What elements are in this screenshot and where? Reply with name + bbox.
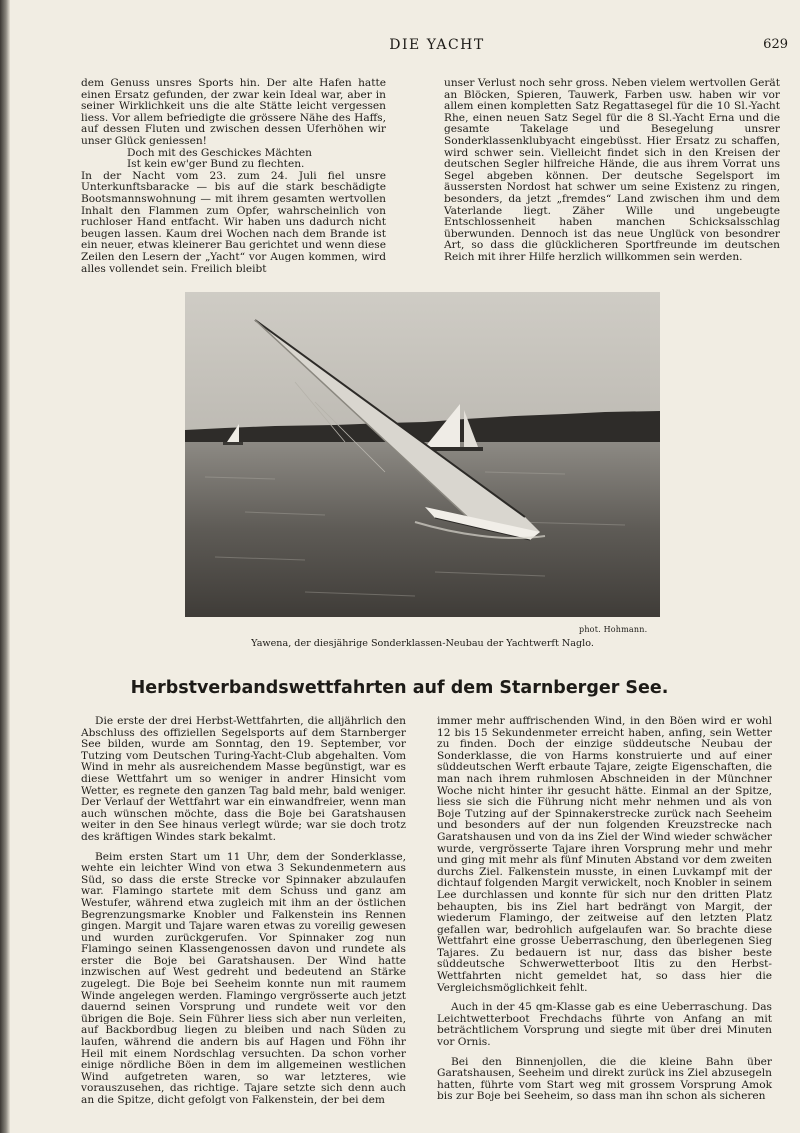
verse-line: Doch mit des Geschickes Mächten [127, 146, 312, 159]
paragraph: dem Genuss unsres Sports hin. Der alte Hafen hatte einen Ersatz gefunden, der zwar kein Ideal war, aber in seiner Wirklichkeit uns die alte Stätte leicht vergessen liess. Vor allem befriedigte die grössere Nähe des Haffs, auf dessen Fluten und zwischen dessen Uferhöhen wir unser Glück geniessen! [81, 77, 386, 147]
paragraph: Auch in der 45 qm-Klasse gab es eine Ueberraschung. Das Leichtwetterboot Frechdachs führte von Anfang an mit beträchtlichem Vorsprung und siegte mit über drei Minuten vor Ornis. [437, 1001, 772, 1049]
article-title: Herbstverbandswettfahrten auf dem Starnberger See. [130, 678, 669, 698]
paragraph: Die erste der drei Herbst-Wettfahrten, die alljährlich den Abschluss des offiziellen Segelsports auf dem Starnberger See bilden, wurde am Sonntag, den 19. September, vor Tutzing vom Deutschen Turing-Yacht-Club abgehalten. Vom Wind in mehr als ausreichendem Masse begünstigt, war es diese Wettfahrt um so weniger in andrer Hinsicht vom Wetter, es regnete den ganzen Tag bald mehr, bald weniger. Der Verlauf der Wettfahrt war ein einwandfreier, wenn man auch wünschen möchte, dass die Boje bei Garatshausen weiter in den See hinaus verlegt würde; war sie doch trotz des kräftigen Windes stark bekalmt. [81, 715, 406, 843]
paragraph: Beim ersten Start um 11 Uhr, dem der Sonderklasse, wehte ein leichter Wind von etwa 3 Sekundenmetern aus Süd, so dass die erste Strecke vor Spinnaker abzulaufen war. Flamingo startete mit dem Schuss und ganz am Westufer, während etwa zugleich mit ihm an der östlichen Begrenzungsmarke Knobler und Falkenstein ins Rennen gingen. Margit und Tajare waren etwas zu voreilig gewesen und wurden zurückgerufen. Vor Spinnaker zog nun Flamingo seinen Klassengenossen davon und rundete als erster die Boje bei Garatshausen. Der Wind hatte inzwischen auf West gedreht und bedeutend an Stärke zugelegt. Die Boje bei Seeheim konnte nun mit raumem Winde angelegen werden. Flamingo vergrösserte auch jetzt dauernd seinen Vorsprung und rundete weit vor den übrigen die Boje. Sein Führer liess sich aber nun verleiten, auf Backbordbug liegen zu bleiben und nach Süden zu laufen, während die andern bis auf Hagen und Föhn ihr Heil mit einem Nordschlag versuchten. Da schon vorher einige nördliche Böen in dem im allgemeinen westlichen Wind aufgetreten waren, so war letzteres, wie vorauszusehen, das richtige. Tajare setzte sich denn auch an die Spitze, dicht gefolgt von Falkenstein, der bei dem [81, 850, 406, 1106]
paragraph: In der Nacht vom 23. zum 24. Juli fiel unsre Unterkunftsbaracke — bis auf die stark beschädigte Bootsmannswohnung — mit ihrem gesamten wertvollen Inhalt den Flammen zum Opfer, wahrscheinlich von ruchloser Hand entfacht. Wir haben uns dadurch nicht beugen lassen. Kaum drei Wochen nach dem Brande ist ein neuer, etwas kleinerer Bau gerichtet und wenn diese Zeilen den Lesern der „Yacht“ vor Augen kommen, wird alles vollendet sein. Freilich bleibt [81, 169, 386, 275]
page-number: 629 [763, 37, 788, 52]
paragraph: unser Verlust noch sehr gross. Neben vielem wertvollen Gerät an Blöcken, Spieren, Tauwerk, Farben usw. haben wir vor allem einen kompletten Satz Regattasegel für die 10 Sl.-Yacht Rhe, einen neuen Satz Segel für die 8 Sl.-Yacht Erna und die gesamte Takelage und Besegelung unsrer Sonderklassenklubyacht eingebüsst. Hier Ersatz zu schaffen, wird schwer sein. Vielleicht findet sich in den Kreisen der deutschen Segler hilfreiche Hände, die aus ihrem Vorrat uns Segel abgeben können. Der deutsche Segelsport im äussersten Nordost hat schwer um seine Existenz zu ringen, besonders, da jetzt „fremdes“ Land zwischen ihm und dem Vaterlande liegt. Zäher Wille und ungebeugte Entschlossenheit haben manchen Schicksalsschlag überwunden. Dennoch ist das neue Unglück von besondrer Art, so dass die glücklicheren Sportfreunde im deutschen Reich mit ihrer Hilfe herzlich willkommen sein werden. [444, 77, 780, 263]
article-right-column [437, 715, 772, 1103]
sky [185, 292, 660, 432]
journal-title: DIE YACHT [389, 37, 485, 53]
verse-line: Ist kein ew'ger Bund zu flechten. [127, 158, 305, 171]
paragraph: Bei den Binnenjollen, die die kleine Bahn über Garatshausen, Seeheim und direkt zurück ins Ziel abzusegeln hatten, führte vom Start weg mit grossem Vorsprung Amok bis zur Boje bei Seeheim, so dass man ihn schon als sicheren [437, 1055, 772, 1103]
sailing-yacht-photo [185, 292, 660, 617]
paragraph: immer mehr auffrischenden Wind, in den Böen wird er wohl 12 bis 15 Sekundenmeter erreicht haben, anfing, sein Wetter zu finden. Doch der einzige süddeutsche Neubau der Sonderklasse, die von Harms konstruierte und auf einer süddeutschen Werft erbaute Tajare, zeigte Eigenschaften, die man nach ihrem ruhmlosen Abschneiden in der Münchner Woche nicht hinter ihr gesucht hätte. Einmal an der Spitze, liess sie sich die Führung nicht mehr nehmen und als von Boje Tutzing auf der Spinnakerstrecke zurück nach Seeheim und besonders auf der nun folgenden Kreuzstrecke nach Garatshausen und von da ins Ziel der Wind wieder schwächer wurde, vergrösserte Tajare ihren Vorsprung mehr und mehr und ging mit mehr als fünf Minuten Abstand vor dem zweiten durchs Ziel. Falkenstein musste, in einen Luvkampf mit der dichtauf folgenden Margit verwickelt, noch Knobler in seinem Lee durchlassen und konnte für sich nur den dritten Platz behaupten, bis ins Ziel hart bedrängt von Margit, der wiederum Flamingo, der zeitweise auf den letzten Platz gefallen war, bedrohlich aufgelaufen war. So brachte diese Wettfahrt eine grosse Ueberraschung, den überlegenen Sieg Tajares. Zu bedauern ist nur, dass das bisher beste süddeutsche Schwerwetterboot Iltis zu den Herbst-Wettfahrten nicht gemeldet hat, so dass hier die Vergleichsmöglichkeit fehlt. [437, 715, 772, 994]
photo-credit: phot. Hohmann. [579, 625, 648, 634]
photo-caption: Yawena, der diesjährige Sonderklassen-Neubau der Yachtwerft Naglo. [251, 638, 594, 649]
top-right-column [444, 77, 780, 263]
article-left-column [81, 715, 406, 1106]
page-header [60, 37, 800, 59]
top-left-column [81, 77, 386, 275]
page-binding-edge [0, 0, 10, 1133]
